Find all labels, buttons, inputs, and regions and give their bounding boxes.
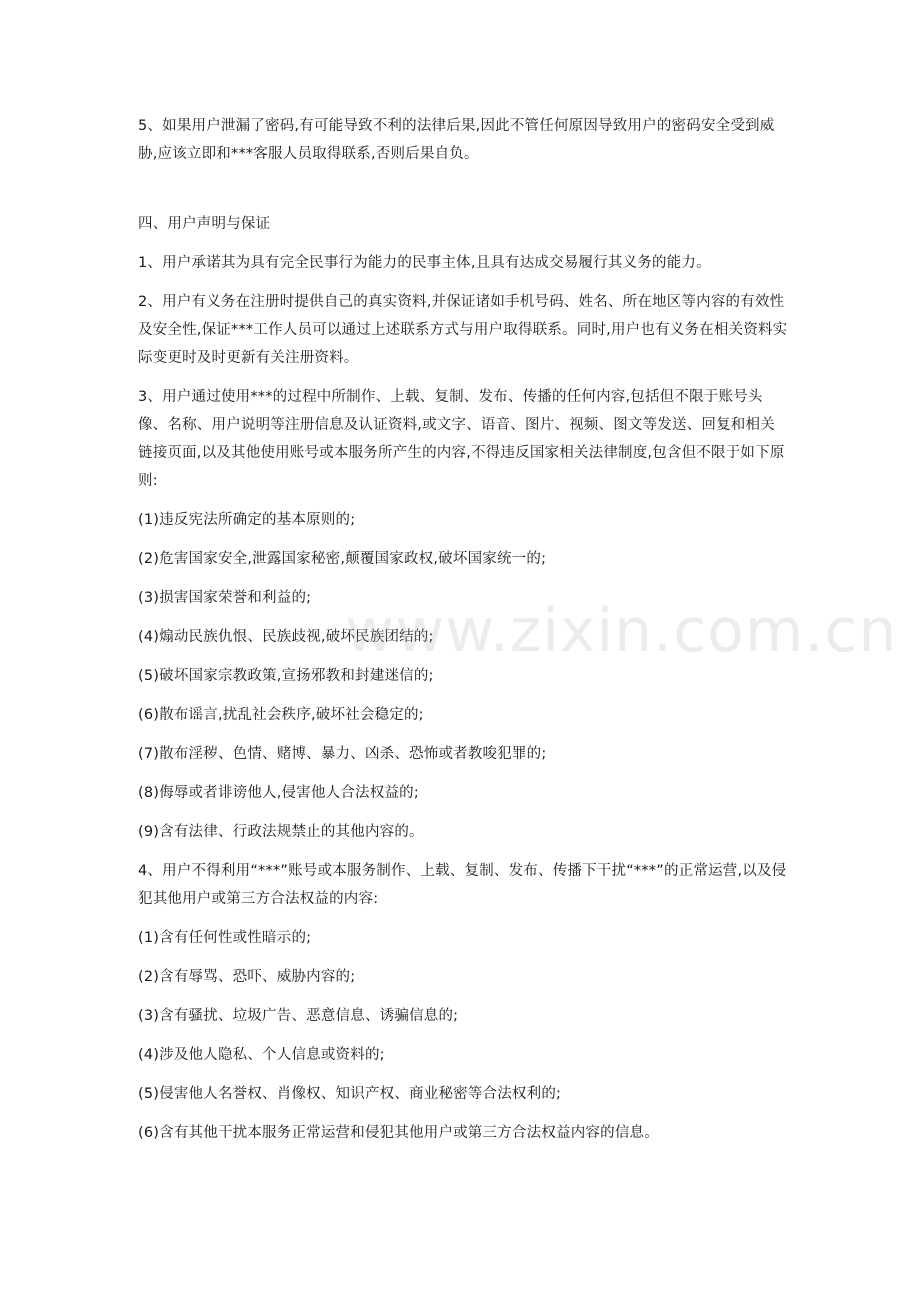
list-item-3-3: (3)损害国家荣誉和利益的;	[138, 590, 312, 606]
paragraph-clause-2: 2、用户有义务在注册时提供自己的真实资料,并保证诸如手机号码、姓名、所在地区等内容的有效性及安全性,保证***工作人员可以通过上述联系方式与用户取得联系。同时,用户也有义务在相关资料实际变更时及时更新有关注册资料。	[138, 294, 788, 366]
watermark-text: www.zixin.com.cn	[345, 596, 898, 666]
paragraph-clause-4: 4、用户不得利用“***”账号或本服务制作、上载、复制、发布、传播下干扰“***”的正常运营,以及侵犯其他用户或第三方合法权益的内容:	[138, 863, 787, 907]
list-item-4-1: (1)含有任何性或性暗示的;	[138, 930, 312, 946]
list-item-4-2: (2)含有辱骂、恐吓、威胁内容的;	[138, 969, 356, 985]
list-item-3-1: (1)违反宪法所确定的基本原则的;	[138, 512, 356, 528]
list-item-3-2: (2)危害国家安全,泄露国家秘密,颠覆国家政权,破坏国家统一的;	[138, 551, 547, 567]
section-heading-user-declaration: 四、用户声明与保证	[138, 216, 271, 232]
list-item-4-3: (3)含有骚扰、垃圾广告、恶意信息、诱骗信息的;	[138, 1008, 459, 1024]
list-item-3-8: (8)侮辱或者诽谤他人,侵害他人合法权益的;	[138, 785, 419, 801]
list-item-4-5: (5)侵害他人名誉权、肖像权、知识产权、商业秘密等合法权利的;	[138, 1086, 562, 1102]
list-item-3-5: (5)破坏国家宗教政策,宣扬邪教和封建迷信的;	[138, 668, 434, 684]
list-item-4-6: (6)含有其他干扰本服务正常运营和侵犯其他用户或第三方合法权益内容的信息。	[138, 1125, 659, 1141]
list-item-3-9: (9)含有法律、行政法规禁止的其他内容的。	[138, 824, 424, 840]
list-item-3-4: (4)煽动民族仇恨、民族歧视,破坏民族团结的;	[138, 629, 434, 645]
list-item-4-4: (4)涉及他人隐私、个人信息或资料的;	[138, 1047, 385, 1063]
document-body	[138, 112, 788, 1147]
paragraph-clause-1: 1、用户承诺其为具有完全民事行为能力的民事主体,且具有达成交易履行其义务的能力。	[138, 255, 711, 271]
paragraph-clause-3: 3、用户通过使用***的过程中所制作、上载、复制、发布、传播的任何内容,包括但不限于账号头像、名称、用户说明等注册信息及认证资料,或文字、语音、图片、视频、图文等发送、回复和相关链接页面,以及其他使用账号或本服务所产生的内容,不得违反国家相关法律制度,包含但不限于如下原则:	[138, 389, 785, 489]
paragraph-password-leak: 5、如果用户泄漏了密码,有可能导致不利的法律后果,因此不管任何原因导致用户的密码安全受到威胁,应该立即和***客服人员取得联系,否则后果自负。	[138, 118, 775, 162]
list-item-3-7: (7)散布淫秽、色情、赌博、暴力、凶杀、恐怖或者教唆犯罪的;	[138, 746, 547, 762]
list-item-3-6: (6)散布谣言,扰乱社会秩序,破坏社会稳定的;	[138, 707, 424, 723]
